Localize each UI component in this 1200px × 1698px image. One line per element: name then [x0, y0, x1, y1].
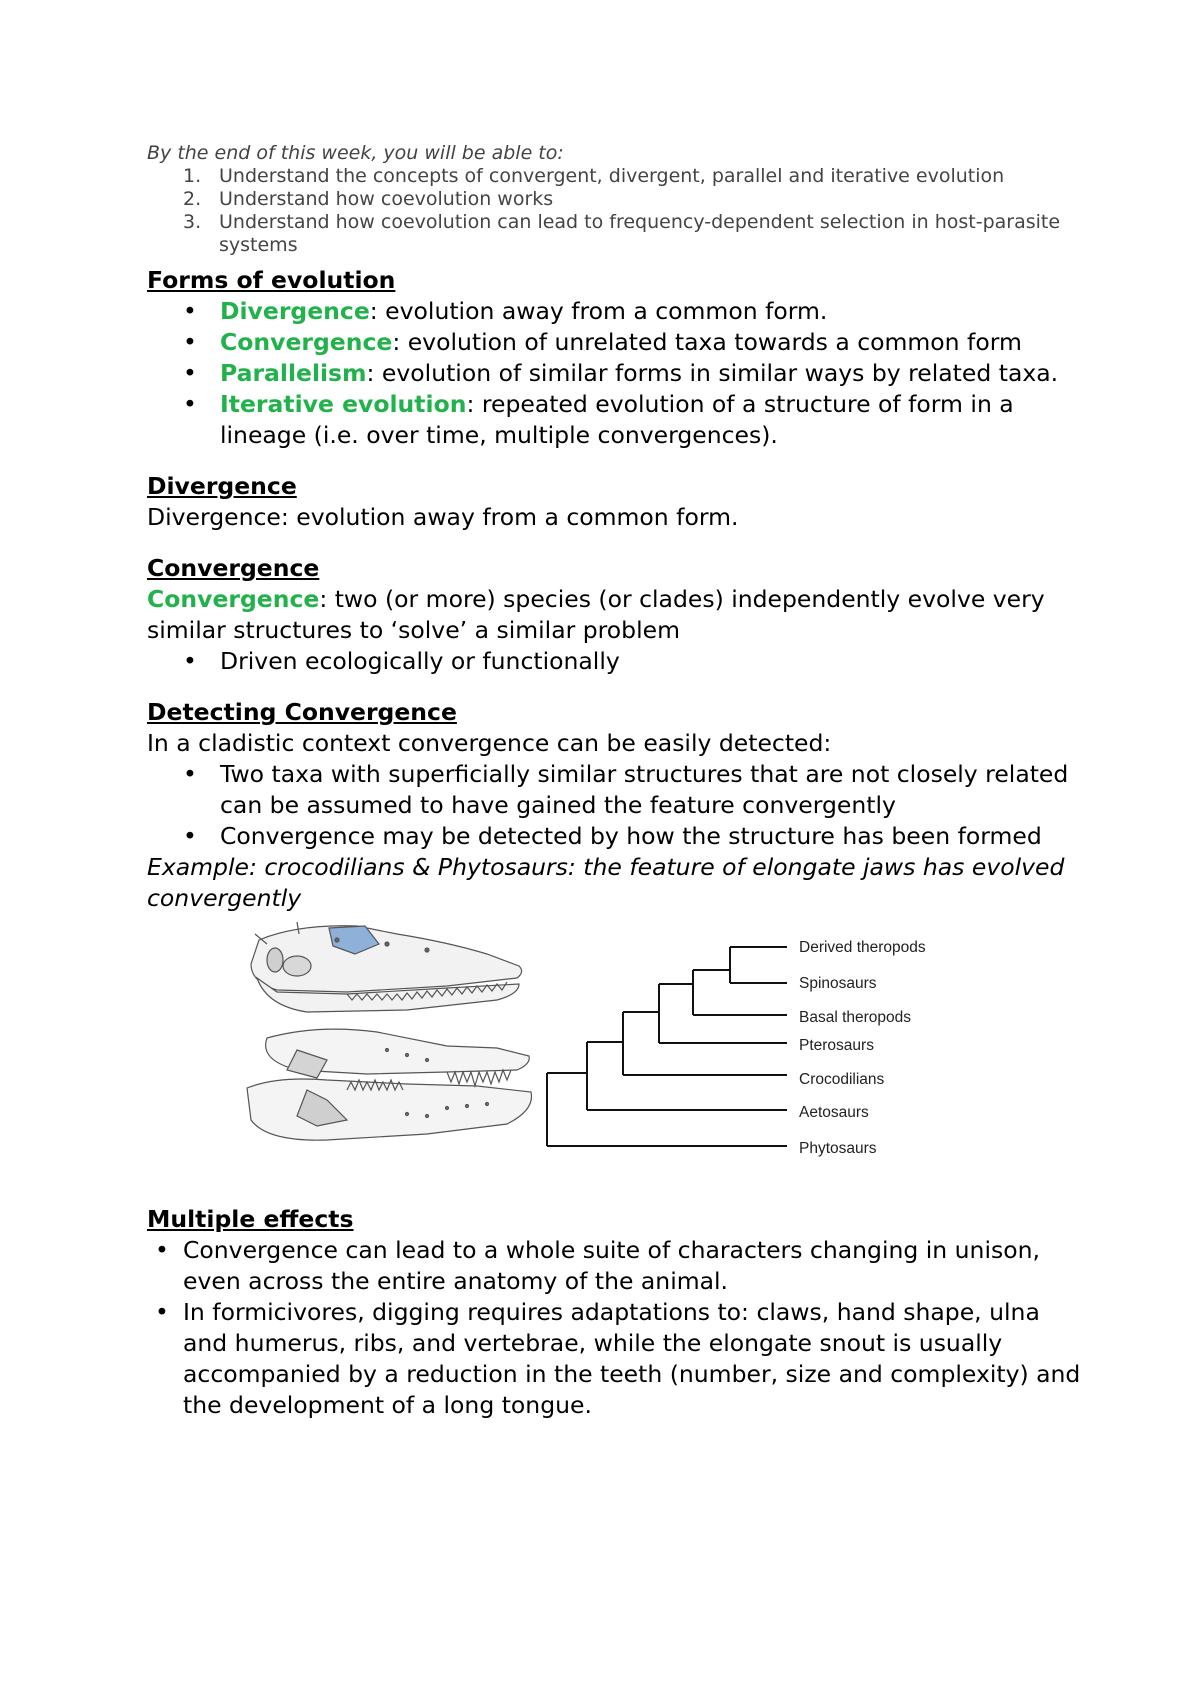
bullet-icon: • [155, 1236, 169, 1264]
document-page [147, 142, 1087, 1421]
list-item [147, 1297, 1087, 1421]
objectives-list [147, 165, 1087, 257]
heading-detecting-convergence: Detecting Convergence [147, 698, 457, 726]
heading-convergence: Convergence [147, 554, 320, 582]
example-text: Example: crocodilians & Phytosaurs: the feature of elongate jaws has evolved convergently [147, 853, 1065, 912]
taxon-label: Phytosaurs [799, 1140, 877, 1157]
objective-item [147, 211, 1087, 257]
term-convergence: Convergence [147, 585, 320, 613]
list-item-text: In formicivores, digging requires adaptations to: claws, hand shape, ulna and humerus, ribs, and vertebrae, while the elongate snout is usually accompanied by a reduction in the teeth (number, size and complexity) and the development of a long tongue. [183, 1298, 1081, 1419]
term-divergence: Divergence [220, 297, 370, 325]
list-item-text: Convergence may be detected by how the structure has been formed [220, 822, 1042, 850]
list-item [147, 646, 1087, 677]
taxon-label: Pterosaurs [799, 1037, 874, 1054]
term-parallelism: Parallelism [220, 359, 367, 387]
convergence-list [147, 646, 1087, 677]
list-item-text: Convergence can lead to a whole suite of characters changing in unison, even across the entire anatomy of the animal. [183, 1236, 1040, 1295]
term-definition: : two (or more) species (or clades) independently evolve very similar structures to ‘solve’ a similar problem [147, 585, 1045, 644]
crocodilian-skull-illustration [247, 1029, 532, 1140]
bullet-icon: • [155, 1298, 169, 1326]
taxon-label: Aetosaurs [799, 1104, 869, 1121]
bullet-icon: • [183, 647, 197, 675]
bullet-icon: • [183, 390, 197, 418]
objectives [147, 142, 1087, 257]
objective-item [147, 188, 1087, 211]
bullet-icon: • [183, 328, 197, 356]
list-item [147, 327, 1087, 358]
heading-multiple-effects: Multiple effects [147, 1205, 354, 1233]
cladogram [547, 947, 787, 1146]
list-number: 3. [183, 211, 202, 233]
term-definition: : evolution of unrelated taxa towards a common form [392, 328, 1022, 356]
objective-item [147, 165, 1087, 188]
list-number: 2. [183, 188, 202, 210]
heading-divergence: Divergence [147, 472, 297, 500]
heading-forms-of-evolution: Forms of evolution [147, 266, 396, 294]
detecting-intro: In a cladistic context convergence can be easily detected: [147, 729, 832, 757]
list-item [147, 821, 1087, 852]
objective-text: Understand how coevolution can lead to frequency-dependent selection in host-parasite systems [219, 211, 1061, 256]
term-iterative-evolution: Iterative evolution [220, 390, 467, 418]
taxon-label: Basal theropods [799, 1009, 912, 1026]
taxon-label: Derived theropods [799, 939, 926, 956]
bullet-icon: • [183, 359, 197, 387]
convergence-definition [147, 584, 1087, 646]
divergence-text: Divergence: evolution away from a common form. [147, 503, 739, 531]
multiple-effects-list [147, 1235, 1087, 1421]
list-item [147, 389, 1087, 451]
bullet-icon: • [183, 760, 197, 788]
objective-text: Understand the concepts of convergent, divergent, parallel and iterative evolution [219, 165, 1005, 187]
taxon-label: Crocodilians [799, 1071, 885, 1088]
taxon-label: Spinosaurs [799, 975, 877, 992]
detecting-list [147, 759, 1087, 852]
objectives-lead: By the end of this week, you will be able to: [147, 142, 564, 164]
bullet-icon: • [183, 297, 197, 325]
list-item-text: Two taxa with superficially similar structures that are not closely related can be assumed to have gained the feature convergently [220, 760, 1069, 819]
list-number: 1. [183, 165, 202, 187]
term-definition: : evolution away from a common form. [369, 297, 828, 325]
term-definition: : repeated evolution of a structure of form in a lineage (i.e. over time, multiple convergences). [220, 390, 1014, 449]
objective-text: Understand how coevolution works [219, 188, 554, 210]
list-item [147, 296, 1087, 327]
list-item [147, 358, 1087, 389]
spinosaur-skull-illustration [251, 922, 522, 1012]
bullet-icon: • [183, 822, 197, 850]
list-item [147, 1235, 1087, 1297]
term-definition: : evolution of similar forms in similar ways by related taxa. [366, 359, 1059, 387]
forms-list [147, 296, 1087, 451]
list-item-text: Driven ecologically or functionally [220, 647, 620, 675]
figure-svg [147, 920, 1087, 1190]
list-item [147, 759, 1087, 821]
convergence-figure [147, 920, 1087, 1190]
term-convergence: Convergence [220, 328, 393, 356]
